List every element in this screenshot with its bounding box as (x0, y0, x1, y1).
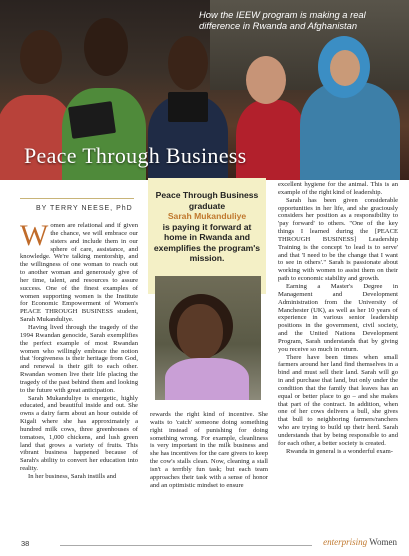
paragraph: Earning a Master's Degree in Management and Development Administration from the University of Manchester (UK), as well as her 10 years of experience in various senior leadership positions in the government, civil society, and the United Nations Development Program, Sarah understands that by giving you receive so much in return. (278, 282, 398, 353)
pull-quote-line: is paying it forward at home in Rwanda and exemplifies the program's mission. (153, 221, 261, 263)
certificate-folder (68, 101, 116, 139)
paragraph: Rwanda in general is a wonderful exam- (286, 447, 393, 455)
pull-quote (152, 190, 262, 264)
article-column-3 (278, 181, 398, 456)
magazine-name-prefix: enterprising (323, 537, 368, 547)
portrait-photo (155, 276, 261, 400)
paragraph: Sarah Mukanduliye is energetic, highly educated, and beautiful inside and out. She owns a dairy farm about an hour outside of Kigali where she has approximately a hundred milk cows, three greenhouses of tomatoes, 1,000 chickens, and lush green land that grows a variety of fruits. This vibrant business happened because of Sarah's ability to convert her education into reality. (20, 394, 138, 473)
drop-cap: W (20, 219, 49, 252)
pull-quote-name: Sarah Mukanduliye (167, 211, 247, 221)
paragraph: In her business, Sarah instills and (28, 473, 117, 480)
page-title: Peace Through Business (24, 143, 247, 168)
page-number: 38 (21, 539, 30, 548)
paragraph: Having lived through the tragedy of the 1994 Rwandan genocide, Sarah exemplifies the perfect example of most Rwandan women who willingly embrace the notion that 'forgiveness is their heritage from God, and renewal is their gift to each other. Rwandan women live their life placing the tragedy of the past behind them and looking to the future with great anticipation. (20, 323, 138, 394)
pull-quote-line: Peace Through Business graduate (155, 190, 259, 211)
article-column-1 (20, 219, 138, 481)
magazine-name (323, 537, 397, 547)
certificate-folder (168, 92, 208, 122)
paragraph: excellent hygiene for the animal. This is an example of the right kind of leadership. (278, 181, 398, 196)
byline: BY TERRY NEESE, PhD (36, 205, 133, 212)
header-caption: How the IEEW program is making a real difference in Rwanda and Afghanistan (199, 9, 366, 31)
paragraph: There have been times when small farmers around her land find themselves in a bind and must sell their land. Sarah will go in and purchase that land, but only under the condition that the family that leaves has an equal or better place to go – and she makes that part of the contract. In addition, when one of her cows delivers a bull, she gives that bull to neighboring farmers/ranchers who are trying to build up their herd. Sarah understands that by being responsible to and for each other, a better society is created. (278, 353, 398, 447)
paragraph: Sarah has been given considerable opportunities in her life, and she graciously considers her position as a responsibility to 'pay forward' to others. "One of the key things I learned during the [PEACE THROUGH BUSINESS] Leadership Training is the concept 'to lead is to serve' and that 'I need to be the change that I want to see in others'." Sarah is passionate about working with women to assist them on their path to economic stability and growth. (278, 196, 398, 283)
article-column-2 (150, 411, 268, 489)
footer-rule (60, 545, 312, 546)
header-photo (0, 0, 409, 180)
byline-rule (20, 198, 134, 199)
magazine-name-suffix: Women (369, 537, 397, 547)
paragraph: rewards the right kind of incentive. She waits to 'catch' someone doing something right instead of punishing for doing something wrong. For example, cleanliness is very important in the milk business and she has incentives for the care givers to keep the cow's stalls clean. Now, cleaning a stall isn't a terribly fun task; but each team approaches their task with a sense of honor and an optimistic mindset to ensure (150, 411, 268, 489)
paragraph: Women are relational and if given the chance, we will embrace our sisters and include them in our sphere of care, assistance, and knowledge. We're talking mentorship, and the willingness of one woman to reach out to another woman and generously give of her time, talent, and resources to assure success. One of the finest examples of women supporting women is the Institute for Economic Empowerment of Women's PEACE THROUGH BUSINESS student, Sarah Mukanduliye. (20, 219, 138, 324)
